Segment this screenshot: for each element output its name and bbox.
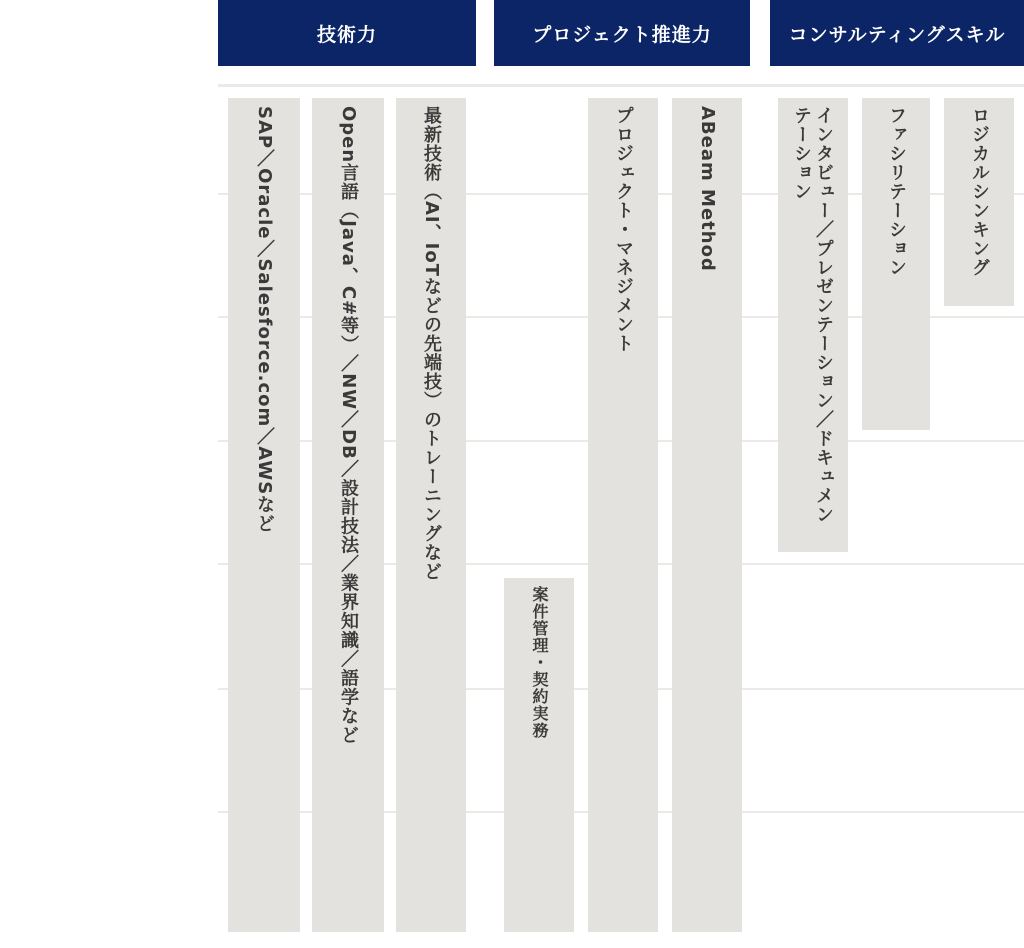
skill-label-sap: SAP／Oracle／Salesforce.com／AWSなど [254,106,275,534]
header-tech-label: 技術力 [316,23,377,46]
grid-line-top [218,84,1024,87]
skill-bar-method [672,98,742,932]
skill-bar-open [312,98,384,932]
skill-label-facilitation: ファシリテーション [886,106,907,277]
skill-bar-sap [228,98,300,932]
skill-label-contract: 案件管理・契約実務 [530,586,549,739]
skill-bar-interview [778,98,848,552]
header-tech [218,0,476,66]
header-consulting [770,0,1024,66]
skill-bar-latest [396,98,466,932]
skill-label-method: ABeam Method [697,106,718,272]
skill-bar-facilitation [862,98,930,430]
skill-label-open: Open言語（Java、C#等）／NW／DB／設計技法／業界知識／語学など [338,106,359,745]
skill-bar-contract [504,578,574,932]
header-consulting-label: コンサルティングスキル [788,23,1006,46]
skill-bar-logical [944,98,1014,306]
skill-label-interview: インタビュー／プレゼンテーション／ドキュメンテーション [791,106,834,524]
skill-label-latest: 最新技術（AI、IoTなどの先端技）のトレーニングなど [421,106,442,581]
skill-label-pm: プロジェクト・マネジメント [613,106,634,353]
skill-label-logical: ロジカルシンキング [969,106,990,277]
header-project [494,0,750,66]
skill-bar-pm [588,98,658,932]
header-project-label: プロジェクト推進力 [532,23,712,46]
